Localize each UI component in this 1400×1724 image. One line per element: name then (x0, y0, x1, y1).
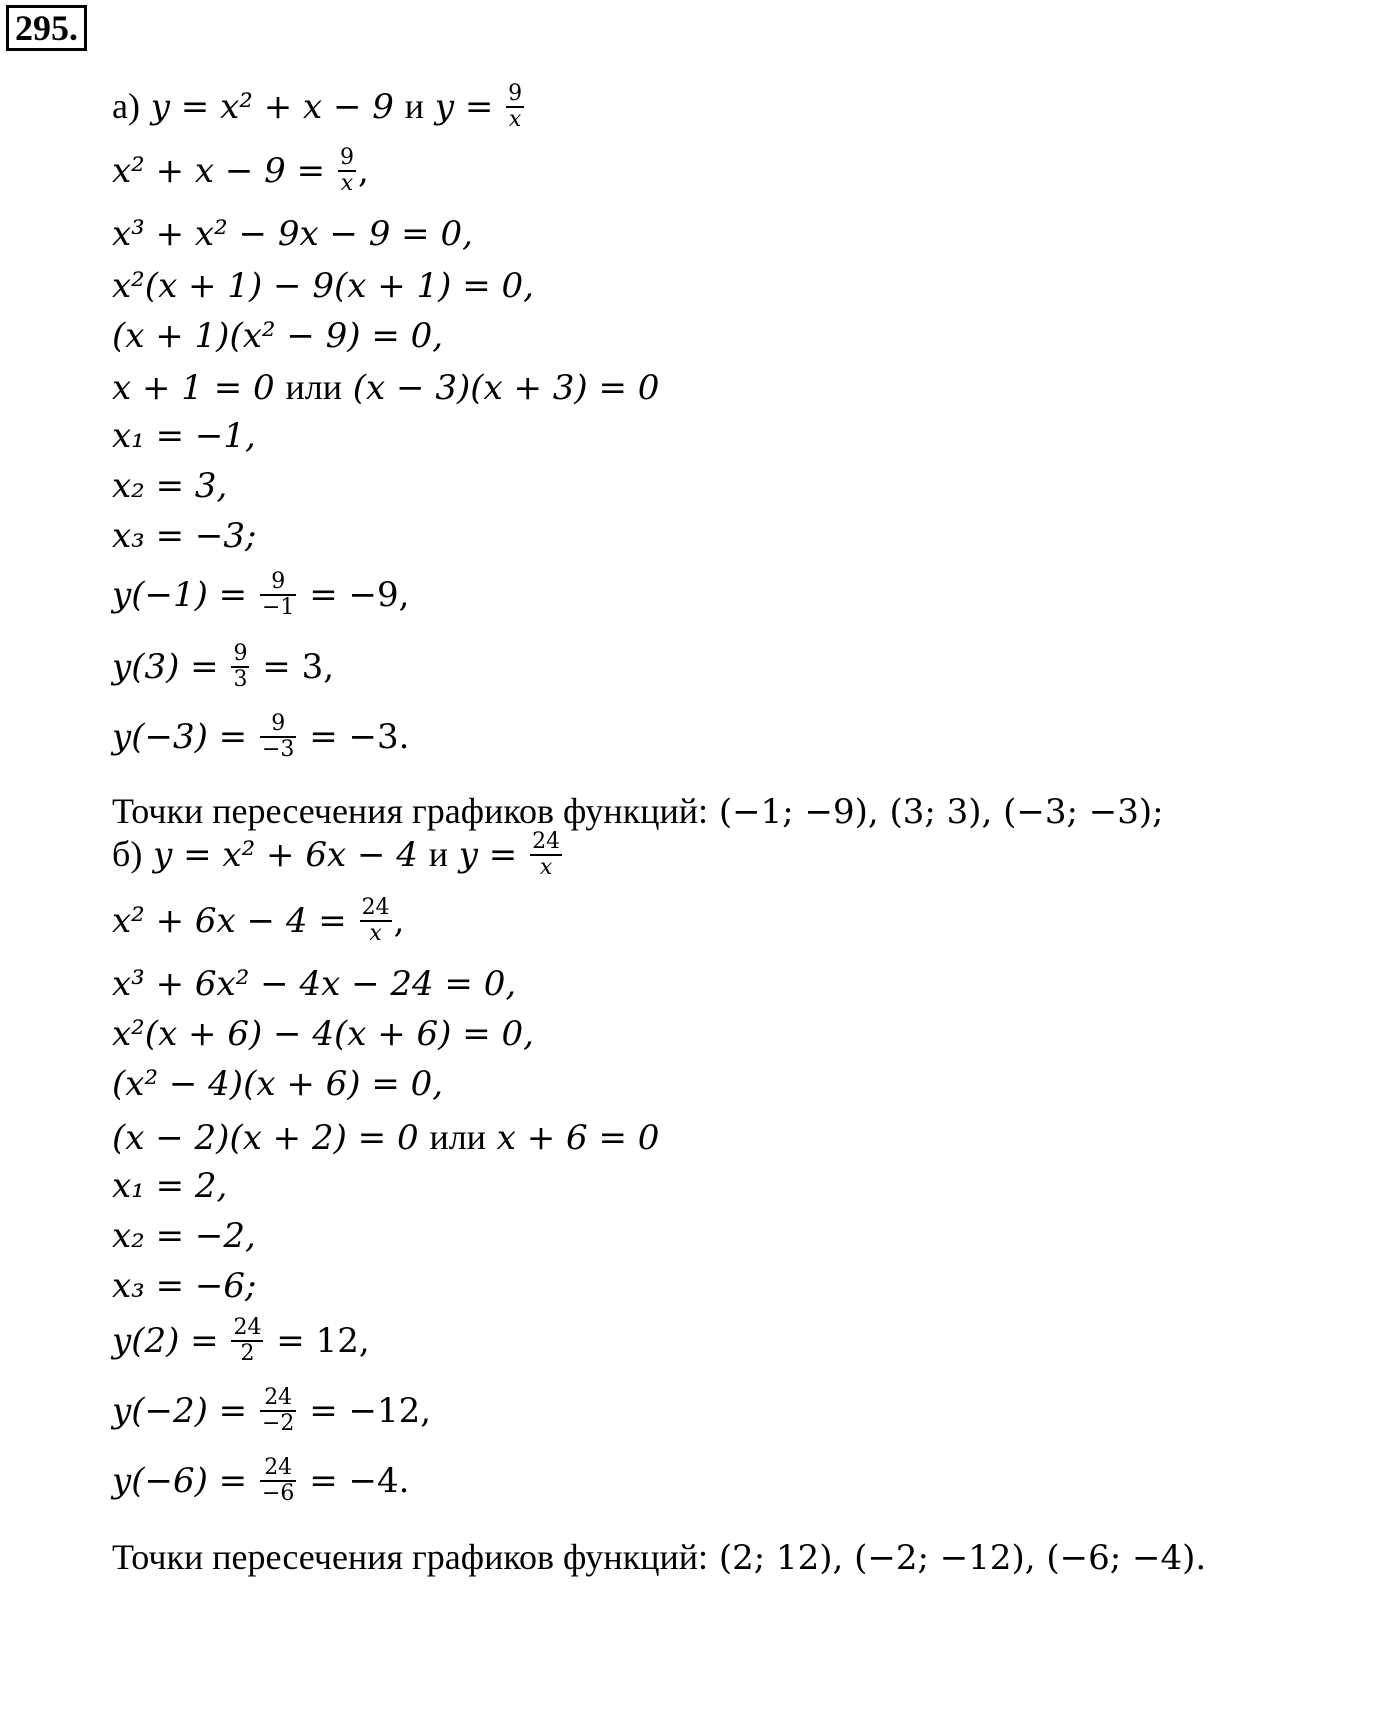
part-a-value2 (112, 641, 335, 694)
fraction-denominator: 3 (233, 667, 248, 692)
value-fraction (260, 1386, 296, 1436)
part-b-label: б) (112, 834, 143, 874)
problem-number-box: 295. (6, 5, 87, 51)
value-lhs: y(−1) = (112, 575, 248, 615)
step-lhs: x² + 6x − 4 = (112, 901, 347, 941)
part-b-step3: x²(x + 6) − 4(x + 6) = 0, (112, 1014, 534, 1054)
fraction-numerator: 9 (233, 641, 248, 666)
value-lhs: y(2) = (112, 1321, 219, 1361)
fraction-numerator: 9 (260, 570, 296, 596)
value-lhs: y(−6) = (112, 1461, 248, 1501)
fraction-numerator: 24 (260, 1386, 296, 1412)
value-rhs: = −3. (309, 717, 410, 757)
step5-right: x + 6 = 0 (496, 1118, 660, 1158)
part-b-root2: x₂ = −2, (112, 1216, 256, 1256)
value-rhs: = −4. (309, 1461, 410, 1501)
part-b-step4: (x² − 4)(x + 6) = 0, (112, 1064, 444, 1104)
part-a-value1 (112, 569, 410, 622)
fraction-denominator: −3 (261, 737, 295, 762)
part-a-step1 (112, 145, 369, 198)
fraction-denominator: −6 (261, 1481, 295, 1506)
part-b-eq2-lhs: y = (458, 835, 518, 875)
part-a-header (112, 81, 526, 134)
fraction-denominator: 2 (240, 1341, 255, 1366)
value-rhs: = 12, (276, 1321, 370, 1361)
part-a-conjunction: и (404, 86, 424, 126)
part-a-equation-1: y = x² + x − 9 (150, 87, 394, 127)
part-a-value3 (112, 711, 410, 764)
value-lhs: y(−2) = (112, 1391, 248, 1431)
part-b-equation-1: y = x² + 6x − 4 (153, 835, 418, 875)
part-a-step5 (112, 366, 659, 408)
value-rhs: = −9, (309, 575, 410, 615)
part-b-conjunction: и (428, 834, 448, 874)
fraction-numerator: 24 (260, 1456, 296, 1482)
value-rhs: = 3, (262, 647, 335, 687)
answer-points: (−1; −9), (3; 3), (−3; −3); (718, 792, 1164, 832)
step5-right: (x − 3)(x + 3) = 0 (352, 368, 660, 408)
fraction-numerator: 9 (339, 145, 354, 170)
step5-or: или (285, 367, 342, 407)
step-fraction (360, 896, 392, 946)
part-b-step5 (112, 1116, 659, 1158)
step-tail: , (357, 151, 369, 191)
step5-or: или (429, 1117, 486, 1157)
fraction-numerator: 24 (361, 895, 390, 920)
answer-points: (2; 12), (−2; −12), (−6; −4). (718, 1538, 1207, 1578)
part-b-value2 (112, 1385, 432, 1438)
fraction-denominator: x (539, 855, 553, 880)
value-fraction (231, 642, 249, 692)
value-fraction (260, 1456, 296, 1506)
part-a-root1: x₁ = −1, (112, 416, 256, 456)
value-fraction (231, 1316, 263, 1366)
fraction-denominator: −1 (261, 595, 295, 620)
fraction-numerator: 24 (233, 1315, 262, 1340)
step5-left: (x − 2)(x + 2) = 0 (112, 1118, 419, 1158)
fraction-numerator: 9 (260, 712, 296, 738)
part-a-step2: x³ + x² − 9x − 9 = 0, (112, 214, 473, 254)
part-b-eq2-fraction (530, 830, 562, 880)
value-lhs: y(−3) = (112, 717, 248, 757)
part-b-answer (112, 1536, 1206, 1578)
part-a-root3: x₃ = −3; (112, 516, 257, 556)
part-a-eq2-fraction (506, 82, 524, 132)
part-a-root2: x₂ = 3, (112, 466, 228, 506)
part-b-root1: x₁ = 2, (112, 1166, 228, 1206)
part-a-step3: x²(x + 1) − 9(x + 1) = 0, (112, 266, 534, 306)
part-a-eq2-lhs: y = (434, 87, 494, 127)
part-b-header (112, 829, 564, 882)
fraction-denominator: −2 (261, 1411, 295, 1436)
fraction-denominator: x (340, 171, 354, 196)
step-tail: , (393, 901, 405, 941)
part-a-step4: (x + 1)(x² − 9) = 0, (112, 316, 444, 356)
value-fraction (260, 712, 296, 762)
part-b-step2: x³ + 6x² − 4x − 24 = 0, (112, 964, 517, 1004)
fraction-denominator: x (508, 107, 522, 132)
answer-text: Точки пересечения графиков функций: (112, 791, 708, 831)
step-lhs: x² + x − 9 = (112, 151, 326, 191)
value-fraction (260, 570, 296, 620)
step5-left: x + 1 = 0 (112, 368, 275, 408)
value-lhs: y(3) = (112, 647, 219, 687)
step-fraction (338, 146, 356, 196)
part-b-root3: x₃ = −6; (112, 1266, 257, 1306)
part-b-value1 (112, 1315, 370, 1368)
fraction-numerator: 9 (508, 81, 523, 106)
part-a-label: а) (112, 86, 140, 126)
part-b-value3 (112, 1455, 410, 1508)
fraction-numerator: 24 (532, 829, 561, 854)
answer-text: Точки пересечения графиков функций: (112, 1537, 708, 1577)
fraction-denominator: x (369, 921, 382, 946)
value-rhs: = −12, (309, 1391, 432, 1431)
part-a-answer (112, 790, 1164, 832)
part-b-step1 (112, 895, 405, 948)
